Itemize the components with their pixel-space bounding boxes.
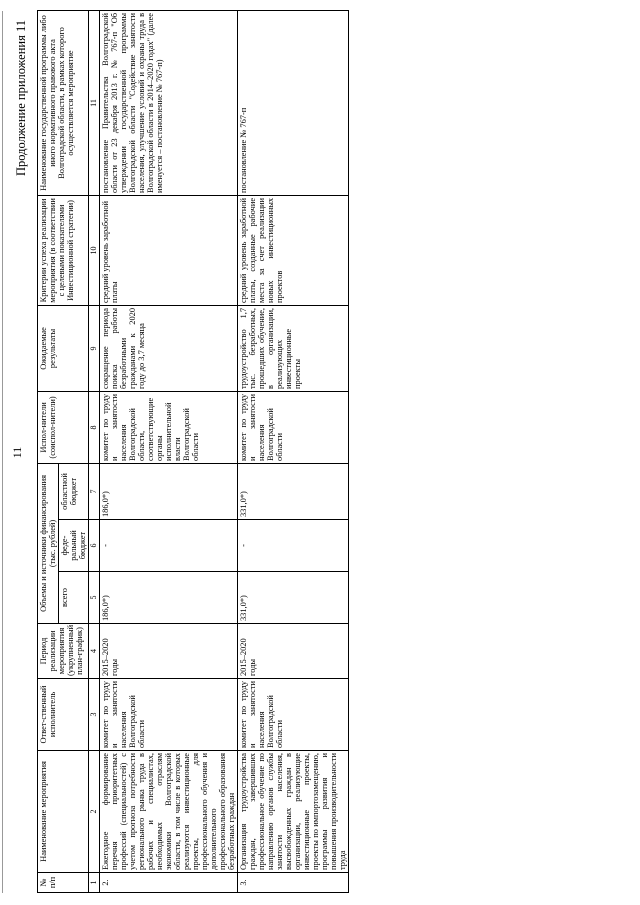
header-program: Наименование государственной программы либо иного нормативного правового акта Волгоградской области, в рамках которого осуществляется мероприятие <box>38 10 89 195</box>
row-total: 186,0*) <box>100 572 238 624</box>
top-rule <box>2 11 3 893</box>
row-period: 2015–2020 годы <box>100 624 238 679</box>
col-number: 9 <box>88 305 100 391</box>
col-number: 7 <box>88 463 100 519</box>
row-federal: - <box>100 520 238 572</box>
header-total: всего <box>58 572 88 624</box>
col-number: 6 <box>88 520 100 572</box>
col-number: 10 <box>88 195 100 305</box>
header-results: Ожидаемые результаты <box>38 305 89 391</box>
header-period: Период реализации мероприятия (укрупненный план-график) <box>38 624 89 679</box>
row-regional: 331,0*) <box>238 463 349 519</box>
row-criteria: средний уровень заработной платы, созданные рабочие места за счет реализации новых инвестиционных проектов <box>238 195 349 305</box>
header-name: Наименование мероприятия <box>38 751 89 873</box>
col-number: 11 <box>88 10 100 195</box>
row-federal: - <box>238 520 349 572</box>
header-funding: Объемы и источники финансирования (тыс. рублей) <box>38 463 59 623</box>
page-number: 11 <box>10 446 24 459</box>
table-row <box>100 10 238 892</box>
row-num: 3. <box>238 873 349 893</box>
row-performers: комитет по труду и занятости населения Волгоградской области, соответствующие органы исполнительной власти Волгоградской области <box>100 391 238 463</box>
row-total: 331,0*) <box>238 572 349 624</box>
row-criteria: средний уровень заработной платы <box>100 195 238 305</box>
row-performers: комитет по труду и занятости населения Волгоградской области <box>238 391 349 463</box>
header-criteria: Критерии успеха реализации мероприятия (в соответствии с целевыми показателями Инвестиционной стратегии) <box>38 195 89 305</box>
header-federal: феде-ральный бюджет <box>58 520 88 572</box>
row-period: 2015–2020 годы <box>238 624 349 679</box>
row-name: Организация трудоустройства граждан, завершивших профессиональное обучение по направлению органов службы занятости населения, высвобожденных граждан в организации, реализующие инвестиционные проекты, проекты по импортозамещению, программы развития и повышения производительности труда <box>238 751 349 873</box>
col-number: 3 <box>88 679 100 751</box>
col-number: 2 <box>88 751 100 873</box>
column-number-row <box>88 10 100 892</box>
col-number: 1 <box>88 873 100 893</box>
table-row <box>238 10 349 892</box>
col-number: 5 <box>88 572 100 624</box>
header-exec: Ответ-ственный исполнитель <box>38 679 89 751</box>
row-results: сокращение периода поиска работы безработными гражданами к 2020 году до 3,7 месяца <box>100 305 238 391</box>
col-number: 8 <box>88 391 100 463</box>
header-regional: областной бюджет <box>58 463 88 519</box>
header-performers: Испол-нители (соиспол-нители) <box>38 391 89 463</box>
row-name: Ежегодное формирование перечня приоритетных профессий (специальностей) с учетом прогноза потребности регионального рынка труда в рабочих и специалистах, необходимых отраслям экономики Волгоградской области, в том числе в которых реализуются инвестиционные проекты, для профессионального обучения и дополнительного профессионального образования безработных граждан <box>100 751 238 873</box>
continuation-caption: Продолжение приложения 11 <box>14 20 28 177</box>
row-regional: 186,0*) <box>100 463 238 519</box>
header-num: № п/п <box>38 873 89 893</box>
header-row <box>38 10 59 892</box>
col-number: 4 <box>88 624 100 679</box>
row-exec: комитет по труду и занятости населения Волгоградской области <box>238 679 349 751</box>
row-program: постановление № 767-п <box>238 10 349 195</box>
row-results: трудоустройство 1,7 тыс. безработных, прошедших обучение, в организации, реализующих инвестиционные проекты <box>238 305 349 391</box>
row-exec: комитет по труду и занятости населения Волгоградской области <box>100 679 238 751</box>
row-program: постановление Правительства Волгоградской области от 23 декабря 2013 г. № 767-п "Об утверждении государственной программы Волгоградской области "Содействие занятости населения, улучшение условий и охраны труда в Волгоградской области в 2014–2020 годах" (далее именуется – постановление № 767-п) <box>100 10 238 195</box>
row-num: 2. <box>100 873 238 893</box>
measures-table <box>37 10 349 893</box>
